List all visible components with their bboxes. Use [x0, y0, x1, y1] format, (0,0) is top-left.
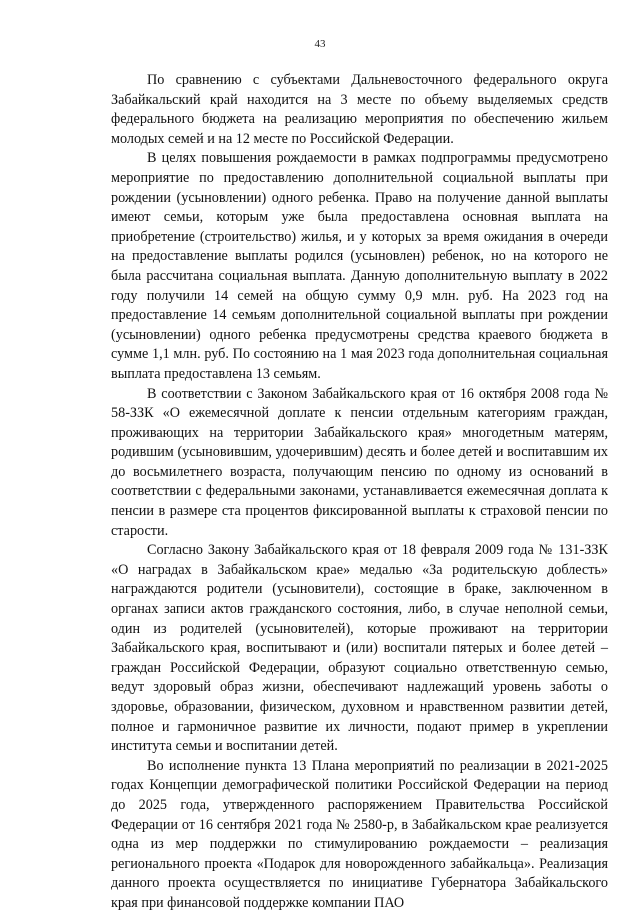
paragraph-parental-medal: Согласно Закону Забайкальского края от 18 февраля 2009 года № 131-ЗЗК «О наградах в Забайкальском крае» медалью «За родительскую доблесть» награждаются родители (усыновители), состоящие в браке, заключенном в органах записи актов гражданского состояния, либо, в случае неполной семьи, один из родителей (усыновителей), которые проживают на территории Забайкальского края, воспитывают и (или) воспитали пятерых и более детей – граждан Российской Федерации, образуют социально ответственную семью, ведут здоровый образ жизни, обеспечивают надлежащий уровень заботы о здоровье, образовании, физическом, духовном и нравственном развитии детей, полное и гармоничное развитие их личности, подают пример в укреплении института семьи и воспитании детей.: [111, 542, 608, 755]
page-number: 43: [314, 38, 326, 50]
paragraph-newborn-gift-project: Во исполнение пункта 13 Плана мероприятий по реализации в 2021-2025 годах Концепции демографической политики Российской Федерации на период до 2025 года, утвержденного распоряжением Правительства Российской Федерации от 16 сентября 2021 года № 2580-р, в Забайкальском крае реализуется одна из мер поддержки по стимулированию рождаемости – реализация регионального проекта «Подарок для новорожденного забайкальца». Реализация данного проекта осуществляется по инициативе Губернатора Забайкальского края при финансовой поддержке компании ПАО: [111, 757, 608, 911]
paragraph-additional-payment: В целях повышения рождаемости в рамках подпрограммы предусмотрено мероприятие по предоставлению дополнительной социальной выплаты при рождении (усыновлении) одного ребенка. Право на получение данной выплаты имеют семьи, которым уже была предоставлена основная выплата на приобретение (строительство) жилья, и у которых за время ожидания в очереди на предоставление выплаты родился (усыновлен) ребенок, но на которого не была рассчитана социальная выплата. Данную дополнительную выплату в 2022 году получили 14 семей на общую сумму 0,9 млн. руб. На 2023 год на предоставление 14 семьям дополнительной социальной выплаты при рождении (усыновлении) одного ребенка предусмотрены средства краевого бюджета в сумме 1,1 млн. руб. По состоянию на 1 мая 2023 года дополнительная социальная выплата предоставлена 13 семьям.: [111, 150, 608, 382]
paragraph-pension-supplement: В соответствии с Законом Забайкальского края от 16 октября 2008 года № 58-ЗЗК «О ежемесячной доплате к пенсии отдельным категориям граждан, проживающих на территории Забайкальского края» многодетным матерям, родившим (усыновившим, удочерившим) десять и более детей и воспитавшим их до восьмилетнего возраста, получающим пенсию по одному из оснований в соответствии с федеральными законами, устанавливается ежемесячная доплата к пенсии в размере ста процентов фиксированной выплаты к страховой пенсии по старости.: [111, 385, 608, 539]
document-body: [111, 71, 608, 914]
paragraph-housing-ranking: По сравнению с субъектами Дальневосточного федерального округа Забайкальский край находится на 3 месте по объему выделяемых средств федерального бюджета на реализацию мероприятия по обеспечению жильем молодых семей и на 12 месте по Российской Федерации.: [111, 72, 608, 147]
